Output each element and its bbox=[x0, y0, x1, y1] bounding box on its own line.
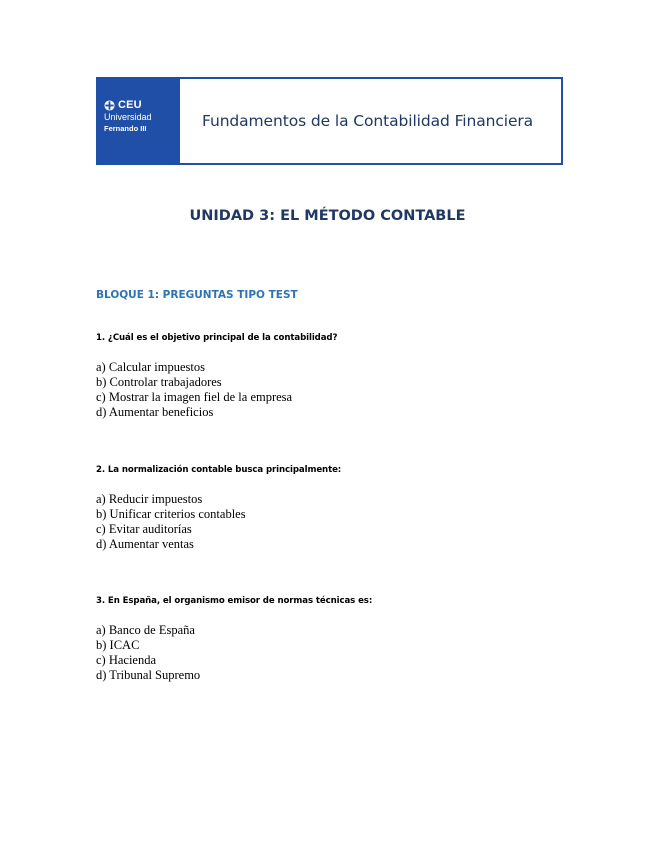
answer-option-c: c) Mostrar la imagen fiel de la empresa bbox=[96, 390, 293, 404]
logo-brand-row bbox=[104, 99, 180, 111]
answer-option-c: c) Hacienda bbox=[96, 653, 157, 667]
question-text: 1. ¿Cuál es el objetivo principal de la contabilidad? bbox=[96, 333, 338, 343]
course-title-box bbox=[180, 77, 563, 165]
answer-option-a: a) Reducir impuestos bbox=[96, 492, 203, 506]
block-title: BLOQUE 1: PREGUNTAS TIPO TEST bbox=[96, 289, 298, 301]
unit-title: UNIDAD 3: EL MÉTODO CONTABLE bbox=[189, 208, 466, 224]
answer-option-d: d) Aumentar ventas bbox=[96, 537, 194, 551]
ceu-cross-icon bbox=[104, 100, 115, 111]
logo-campus: Fernando III bbox=[104, 124, 147, 133]
answer-options bbox=[96, 623, 566, 683]
logo-university: Universidad bbox=[104, 112, 152, 122]
logo-brand: CEU bbox=[118, 99, 142, 111]
question-2 bbox=[96, 465, 566, 552]
answer-option-d: d) Tribunal Supremo bbox=[96, 668, 201, 682]
answer-option-a: a) Banco de España bbox=[96, 623, 195, 637]
question-3 bbox=[96, 596, 566, 683]
document-header bbox=[96, 77, 563, 165]
question-text: 3. En España, el organismo emisor de normas técnicas es: bbox=[96, 596, 373, 606]
answer-option-b: b) ICAC bbox=[96, 638, 140, 652]
answer-option-c: c) Evitar auditorías bbox=[96, 522, 192, 536]
answer-option-b: b) Unificar criterios contables bbox=[96, 507, 246, 521]
answer-option-a: a) Calcular impuestos bbox=[96, 360, 205, 374]
university-logo bbox=[96, 77, 180, 165]
answer-option-d: d) Aumentar beneficios bbox=[96, 405, 214, 419]
answer-options bbox=[96, 492, 566, 552]
course-title: Fundamentos de la Contabilidad Financiera bbox=[202, 112, 534, 130]
answer-option-b: b) Controlar trabajadores bbox=[96, 375, 222, 389]
question-text: 2. La normalización contable busca principalmente: bbox=[96, 465, 342, 475]
answer-options bbox=[96, 360, 566, 420]
question-1 bbox=[96, 333, 566, 420]
